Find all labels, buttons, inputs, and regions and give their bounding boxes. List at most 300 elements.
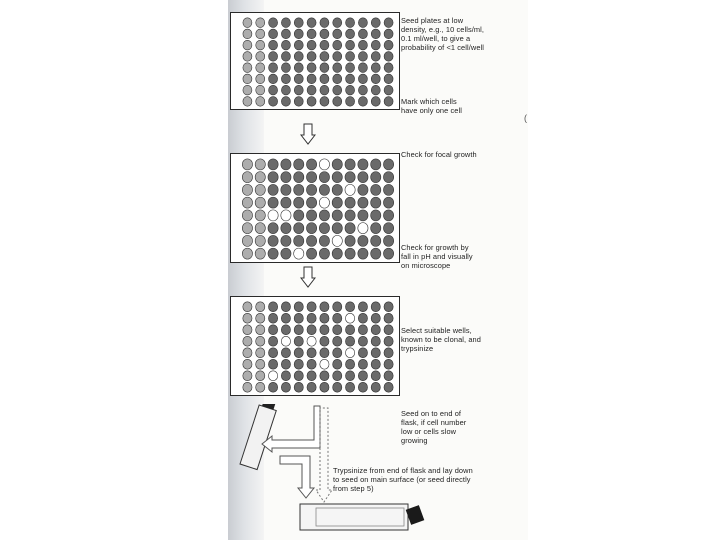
well: [294, 184, 304, 195]
well: [255, 235, 265, 246]
well: [243, 348, 252, 358]
well: [384, 325, 393, 335]
well: [306, 159, 316, 170]
well: [346, 85, 355, 95]
well: [371, 197, 381, 208]
well: [333, 29, 342, 39]
well: [371, 97, 380, 107]
well: [243, 302, 252, 312]
well: [320, 97, 329, 107]
well: [294, 197, 304, 208]
well: [281, 371, 290, 381]
well: [383, 223, 393, 234]
horizontal-flask: [300, 504, 424, 530]
well: [243, 382, 252, 392]
well: [294, 359, 303, 369]
well: [384, 52, 393, 62]
well: [384, 29, 393, 39]
well: [320, 302, 329, 312]
well: [307, 52, 316, 62]
well: [371, 159, 381, 170]
well: [345, 359, 354, 369]
well: [346, 29, 355, 39]
well: [243, 371, 252, 381]
well: [384, 97, 393, 107]
well: [281, 223, 291, 234]
well: [320, 85, 329, 95]
well: [358, 302, 367, 312]
well: [281, 63, 290, 73]
note-select-wells: Select suitable wells, known to be clonal, and trypsinize: [401, 326, 481, 353]
well: [345, 159, 355, 170]
well: [320, 18, 329, 28]
well: [243, 336, 252, 346]
well: [384, 359, 393, 369]
well: [383, 197, 393, 208]
well: [384, 348, 393, 358]
well: [307, 348, 316, 358]
well: [345, 382, 354, 392]
well: [345, 223, 355, 234]
well: [345, 184, 355, 195]
well: [294, 348, 303, 358]
well: [281, 197, 291, 208]
well: [281, 85, 290, 95]
well: [306, 248, 316, 259]
well: [294, 302, 303, 312]
well: [255, 223, 265, 234]
well: [281, 325, 290, 335]
well: [358, 197, 368, 208]
well: [268, 336, 277, 346]
well: [384, 371, 393, 381]
well: [256, 371, 265, 381]
well: [358, 348, 367, 358]
well: [384, 336, 393, 346]
well: [333, 97, 342, 107]
well: [306, 223, 316, 234]
well: [307, 18, 316, 28]
well: [358, 223, 368, 234]
well: [358, 235, 368, 246]
well: [256, 348, 265, 358]
well: [281, 74, 290, 84]
well: [346, 63, 355, 73]
well: [307, 74, 316, 84]
well: [281, 359, 290, 369]
well: [371, 52, 380, 62]
well: [346, 74, 355, 84]
well: [371, 382, 380, 392]
well: [243, 74, 252, 84]
well: [243, 29, 252, 39]
well: [256, 97, 265, 107]
well: [307, 29, 316, 39]
well: [320, 29, 329, 39]
well: [281, 97, 290, 107]
well: [256, 18, 265, 28]
well: [294, 18, 303, 28]
well: [358, 325, 367, 335]
well: [384, 63, 393, 73]
well: [256, 63, 265, 73]
well: [243, 97, 252, 107]
well: [242, 197, 252, 208]
well: [269, 18, 278, 28]
well: [333, 313, 342, 323]
well: [333, 302, 342, 312]
well: [358, 159, 368, 170]
well: [268, 313, 277, 323]
well: [384, 382, 393, 392]
well: [319, 197, 329, 208]
well: [294, 313, 303, 323]
well: [256, 336, 265, 346]
well: [358, 359, 367, 369]
well: [307, 85, 316, 95]
well: [346, 40, 355, 50]
well: [358, 172, 368, 183]
well: [306, 172, 316, 183]
well: [281, 52, 290, 62]
well: [307, 63, 316, 73]
well: [358, 248, 368, 259]
well: [333, 85, 342, 95]
well: [371, 85, 380, 95]
well: [307, 336, 316, 346]
note-mark-cells: Mark which cells have only one cell: [401, 97, 462, 115]
well: [371, 63, 380, 73]
well: [319, 210, 329, 221]
well: [332, 210, 342, 221]
well: [384, 18, 393, 28]
well: [333, 382, 342, 392]
well: [268, 210, 278, 221]
plate-wells-svg: [231, 297, 401, 397]
well: [294, 371, 303, 381]
well: [281, 172, 291, 183]
well: [345, 210, 355, 221]
well-plate-step2: [230, 153, 400, 263]
well: [243, 63, 252, 73]
well: [320, 348, 329, 358]
well: [294, 97, 303, 107]
well: [306, 235, 316, 246]
well: [269, 29, 278, 39]
well: [256, 325, 265, 335]
well: [358, 184, 368, 195]
well: [371, 74, 380, 84]
well: [268, 235, 278, 246]
well: [345, 197, 355, 208]
well: [294, 336, 303, 346]
well: [307, 313, 316, 323]
plate-wells-svg: [231, 154, 401, 264]
well: [332, 197, 342, 208]
well: [371, 18, 380, 28]
well: [307, 382, 316, 392]
well: [307, 40, 316, 50]
well: [383, 210, 393, 221]
well: [333, 325, 342, 335]
well: [333, 63, 342, 73]
well: [243, 85, 252, 95]
well: [242, 235, 252, 246]
note-trypsinize-flask: Trypsinize from end of flask and lay down to seed on main surface (or seed directly from step 5): [333, 466, 473, 493]
well: [333, 74, 342, 84]
well: [242, 210, 252, 221]
well: [268, 325, 277, 335]
well: [255, 172, 265, 183]
well: [332, 159, 342, 170]
well: [383, 248, 393, 259]
tilted-flask: [240, 404, 280, 470]
well: [281, 159, 291, 170]
well: [307, 371, 316, 381]
well: [294, 40, 303, 50]
well: [332, 223, 342, 234]
well: [384, 85, 393, 95]
well: [358, 336, 367, 346]
well: [345, 172, 355, 183]
well: [243, 52, 252, 62]
well: [256, 359, 265, 369]
well: [255, 248, 265, 259]
well: [333, 18, 342, 28]
well: [307, 302, 316, 312]
well: [242, 184, 252, 195]
well: [268, 302, 277, 312]
well: [371, 348, 380, 358]
well: [333, 52, 342, 62]
well: [256, 302, 265, 312]
well: [320, 336, 329, 346]
well: [345, 325, 354, 335]
well: [332, 184, 342, 195]
plate-wells-svg: [231, 13, 401, 111]
well: [242, 223, 252, 234]
well: [294, 85, 303, 95]
well: [294, 210, 304, 221]
well: [371, 248, 381, 259]
well: [345, 348, 354, 358]
well: [358, 85, 367, 95]
well: [307, 325, 316, 335]
well: [268, 184, 278, 195]
well: [307, 359, 316, 369]
well: [242, 159, 252, 170]
well: [269, 97, 278, 107]
well: [358, 40, 367, 50]
well: [345, 336, 354, 346]
well: [358, 210, 368, 221]
well: [346, 97, 355, 107]
well: [281, 18, 290, 28]
well: [268, 348, 277, 358]
well: [306, 184, 316, 195]
well: [268, 223, 278, 234]
well: [358, 371, 367, 381]
well: [346, 18, 355, 28]
well: [294, 248, 304, 259]
well-plate-step3: [230, 296, 400, 396]
well: [281, 382, 290, 392]
well: [320, 40, 329, 50]
well: [319, 223, 329, 234]
well: [243, 359, 252, 369]
well: [319, 172, 329, 183]
well: [294, 223, 304, 234]
well: [371, 235, 381, 246]
well: [371, 359, 380, 369]
well: [269, 63, 278, 73]
well: [281, 40, 290, 50]
note-check-growth: Check for growth by fall in pH and visually on microscope: [401, 243, 473, 270]
well: [371, 336, 380, 346]
well: [243, 18, 252, 28]
well: [319, 248, 329, 259]
well: [255, 159, 265, 170]
well: [345, 302, 354, 312]
well: [269, 74, 278, 84]
well: [371, 371, 380, 381]
well: [294, 159, 304, 170]
well: [281, 235, 291, 246]
well: [294, 325, 303, 335]
well: [384, 40, 393, 50]
well: [345, 248, 355, 259]
well: [345, 235, 355, 246]
well: [242, 248, 252, 259]
bent-arrow-lower: [280, 456, 314, 498]
well: [256, 40, 265, 50]
well: [333, 348, 342, 358]
well: [358, 52, 367, 62]
well: [371, 313, 380, 323]
well: [268, 371, 277, 381]
well: [320, 325, 329, 335]
well: [294, 63, 303, 73]
well: [346, 52, 355, 62]
well: [269, 40, 278, 50]
well: [256, 74, 265, 84]
well: [320, 74, 329, 84]
well: [307, 97, 316, 107]
well: [332, 172, 342, 183]
down-arrow-1: [300, 123, 316, 145]
well: [383, 184, 393, 195]
well: [371, 40, 380, 50]
well: [320, 359, 329, 369]
well: [333, 40, 342, 50]
well: [319, 235, 329, 246]
well: [332, 235, 342, 246]
well: [383, 172, 393, 183]
well: [256, 52, 265, 62]
well: [384, 302, 393, 312]
well: [256, 29, 265, 39]
well-plate-step1: [230, 12, 400, 110]
well: [268, 159, 278, 170]
well: [243, 325, 252, 335]
well: [345, 371, 354, 381]
well: [281, 348, 290, 358]
well: [358, 18, 367, 28]
well: [371, 302, 380, 312]
well: [268, 382, 277, 392]
well: [358, 382, 367, 392]
well: [371, 29, 380, 39]
well: [294, 52, 303, 62]
well: [243, 40, 252, 50]
well: [255, 184, 265, 195]
well: [345, 313, 354, 323]
well: [320, 313, 329, 323]
well: [269, 52, 278, 62]
well: [320, 382, 329, 392]
well: [269, 85, 278, 95]
well: [281, 210, 291, 221]
note-seed-flask: Seed on to end of flask, if cell number low or cells slow growing: [401, 409, 467, 445]
well: [371, 172, 381, 183]
well: [281, 248, 291, 259]
stray-mark: (: [524, 113, 527, 123]
well: [333, 371, 342, 381]
well: [383, 159, 393, 170]
well: [320, 371, 329, 381]
down-arrow-2: [300, 266, 316, 288]
well: [268, 248, 278, 259]
well: [294, 382, 303, 392]
well: [320, 63, 329, 73]
well: [358, 63, 367, 73]
well: [358, 313, 367, 323]
well: [384, 313, 393, 323]
well: [319, 159, 329, 170]
well: [281, 313, 290, 323]
well: [255, 210, 265, 221]
well: [306, 210, 316, 221]
well: [320, 52, 329, 62]
well: [332, 248, 342, 259]
well: [268, 172, 278, 183]
well: [294, 172, 304, 183]
note-seed-plates: Seed plates at low density, e.g., 10 cells/ml, 0.1 ml/well, to give a probability of <1 cell/well: [401, 16, 485, 52]
well: [268, 197, 278, 208]
well: [281, 184, 291, 195]
well: [358, 74, 367, 84]
note-focal-growth: Check for focal growth: [401, 150, 477, 159]
well: [358, 29, 367, 39]
well: [294, 74, 303, 84]
well: [281, 302, 290, 312]
well: [281, 29, 290, 39]
well: [333, 336, 342, 346]
well: [371, 184, 381, 195]
well: [319, 184, 329, 195]
well: [256, 313, 265, 323]
well: [384, 74, 393, 84]
well: [333, 359, 342, 369]
well: [294, 235, 304, 246]
well: [243, 313, 252, 323]
well: [294, 29, 303, 39]
well: [371, 223, 381, 234]
well: [255, 197, 265, 208]
well: [281, 336, 290, 346]
well: [358, 97, 367, 107]
well: [256, 85, 265, 95]
